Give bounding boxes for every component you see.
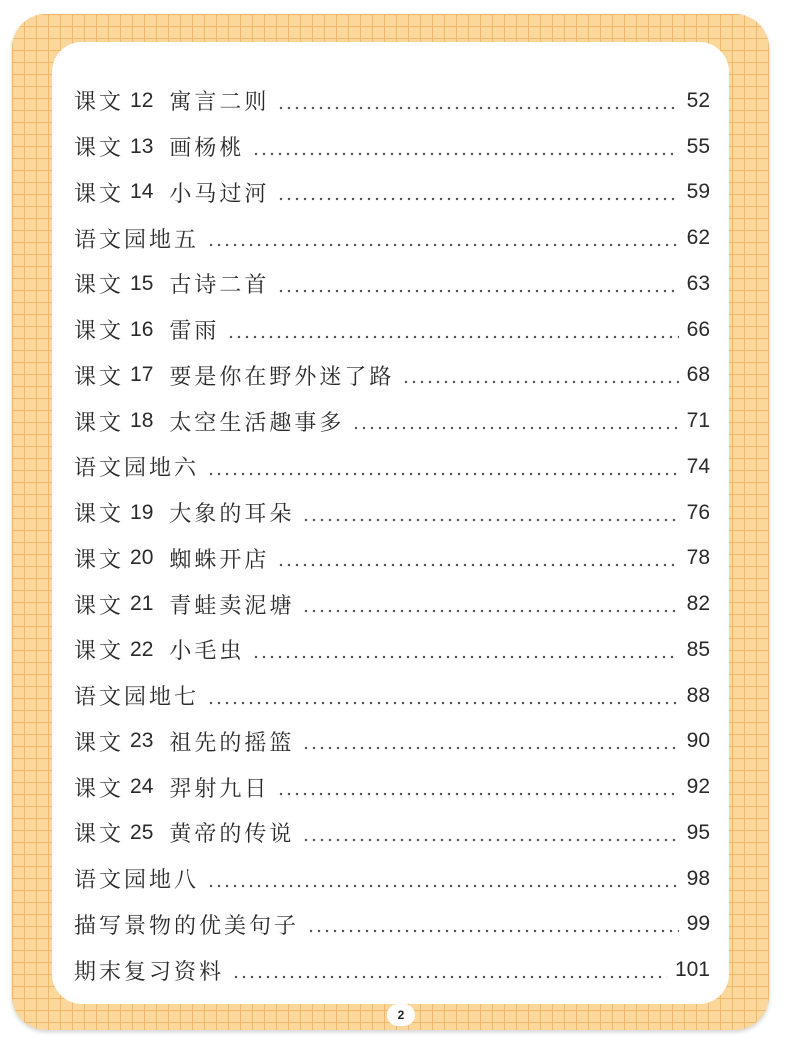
lesson-prefix: 课文: [74, 319, 125, 345]
dot-leader: [277, 91, 678, 111]
toc-entry[interactable]: [74, 856, 710, 902]
lesson-number: 18: [130, 409, 154, 433]
dot-leader: [207, 686, 679, 706]
entry-title: 青蛙卖泥塘: [169, 593, 295, 619]
dot-leader: [352, 411, 678, 431]
toc-entry[interactable]: [74, 719, 710, 765]
toc-entry[interactable]: [74, 307, 710, 353]
page-number: 66: [686, 317, 710, 341]
entry-title: 大象的耳朵: [169, 502, 295, 528]
entry-title: 古诗二首: [169, 273, 270, 299]
toc-entry[interactable]: [74, 536, 710, 582]
entry-title: 要是你在野外迷了路: [169, 364, 395, 390]
page-number: 74: [686, 454, 710, 478]
entry-title: 语文园地六: [74, 456, 200, 482]
page-number: 62: [686, 226, 710, 250]
toc-entry[interactable]: [74, 764, 710, 810]
lesson-number: 16: [130, 317, 154, 341]
page-number: 85: [686, 637, 710, 661]
toc-entry[interactable]: [74, 673, 710, 719]
toc-entry[interactable]: [74, 215, 710, 261]
dot-leader: [232, 960, 667, 980]
lesson-prefix: 课文: [74, 822, 125, 848]
lesson-number: 22: [130, 637, 154, 661]
entry-title: 小毛虫: [169, 639, 245, 665]
entry-title: 蜘蛛开店: [169, 547, 270, 573]
lesson-prefix: 课文: [74, 639, 125, 665]
table-of-contents: [74, 78, 710, 993]
toc-entry[interactable]: [74, 810, 710, 856]
page-number: 99: [686, 912, 710, 936]
dot-leader: [252, 640, 678, 660]
entry-title: 寓言二则: [169, 90, 270, 116]
lesson-number: 14: [130, 180, 154, 204]
grid-paper-frame: [12, 14, 769, 1030]
page-number: 92: [686, 775, 710, 799]
toc-entry[interactable]: [74, 398, 710, 444]
dot-leader: [302, 594, 678, 614]
dot-leader: [302, 503, 678, 523]
lesson-number: 17: [130, 363, 154, 387]
page-number: 101: [674, 958, 710, 982]
lesson-number: 25: [130, 820, 154, 844]
entry-title: 太空生活趣事多: [169, 410, 345, 436]
dot-leader: [402, 365, 678, 385]
dot-leader: [277, 274, 678, 294]
entry-title: 期末复习资料: [74, 959, 225, 985]
dot-leader: [252, 137, 678, 157]
lesson-prefix: 课文: [74, 593, 125, 619]
toc-entry[interactable]: [74, 490, 710, 536]
page-number: 63: [686, 271, 710, 295]
lesson-prefix: 课文: [74, 547, 125, 573]
toc-entry[interactable]: [74, 947, 710, 993]
lesson-prefix: 课文: [74, 273, 125, 299]
dot-leader: [207, 228, 679, 248]
page-number: 59: [686, 180, 710, 204]
toc-entry[interactable]: [74, 627, 710, 673]
entry-title: 黄帝的传说: [169, 822, 295, 848]
entry-title: 画杨桃: [169, 136, 245, 162]
entry-title: 祖先的摇篮: [169, 730, 295, 756]
lesson-number: 19: [130, 500, 154, 524]
dot-leader: [227, 320, 678, 340]
lesson-prefix: 课文: [74, 90, 125, 116]
lesson-prefix: 课文: [74, 136, 125, 162]
dot-leader: [207, 457, 679, 477]
page-number: 90: [686, 729, 710, 753]
page-number: 71: [686, 409, 710, 433]
dot-leader: [307, 914, 679, 934]
entry-title: 羿射九日: [169, 776, 270, 802]
toc-entry[interactable]: [74, 124, 710, 170]
lesson-number: 23: [130, 729, 154, 753]
lesson-prefix: 课文: [74, 776, 125, 802]
lesson-number: 21: [130, 592, 154, 616]
dot-leader: [302, 823, 678, 843]
page-number: 82: [686, 592, 710, 616]
lesson-prefix: 课文: [74, 181, 125, 207]
page-number-badge: 2: [387, 1004, 415, 1026]
page-number: 78: [686, 546, 710, 570]
page-number: 76: [686, 500, 710, 524]
entry-title: 描写景物的优美句子: [74, 913, 300, 939]
toc-entry[interactable]: [74, 353, 710, 399]
toc-entry[interactable]: [74, 581, 710, 627]
page-number: 52: [686, 88, 710, 112]
lesson-prefix: 课文: [74, 502, 125, 528]
lesson-number: 12: [130, 88, 154, 112]
lesson-prefix: 课文: [74, 410, 125, 436]
lesson-prefix: 课文: [74, 364, 125, 390]
toc-entry[interactable]: [74, 261, 710, 307]
dot-leader: [277, 777, 678, 797]
entry-title: 语文园地七: [74, 685, 200, 711]
page-number: 95: [686, 820, 710, 844]
toc-entry[interactable]: [74, 78, 710, 124]
entry-title: 小马过河: [169, 181, 270, 207]
lesson-prefix: 课文: [74, 730, 125, 756]
page-number: 88: [686, 683, 710, 707]
entry-title: 语文园地五: [74, 227, 200, 253]
lesson-number: 13: [130, 134, 154, 158]
toc-entry[interactable]: [74, 444, 710, 490]
lesson-number: 15: [130, 271, 154, 295]
dot-leader: [207, 869, 679, 889]
entry-title: 雷雨: [169, 319, 220, 345]
dot-leader: [302, 731, 678, 751]
lesson-number: 20: [130, 546, 154, 570]
page-number: 68: [686, 363, 710, 387]
page-number: 98: [686, 866, 710, 890]
toc-entry[interactable]: [74, 170, 710, 216]
page-number: 55: [686, 134, 710, 158]
toc-entry[interactable]: [74, 902, 710, 948]
toc-card: [52, 42, 729, 1004]
lesson-number: 24: [130, 775, 154, 799]
entry-title: 语文园地八: [74, 868, 200, 894]
dot-leader: [277, 548, 678, 568]
dot-leader: [277, 182, 678, 202]
